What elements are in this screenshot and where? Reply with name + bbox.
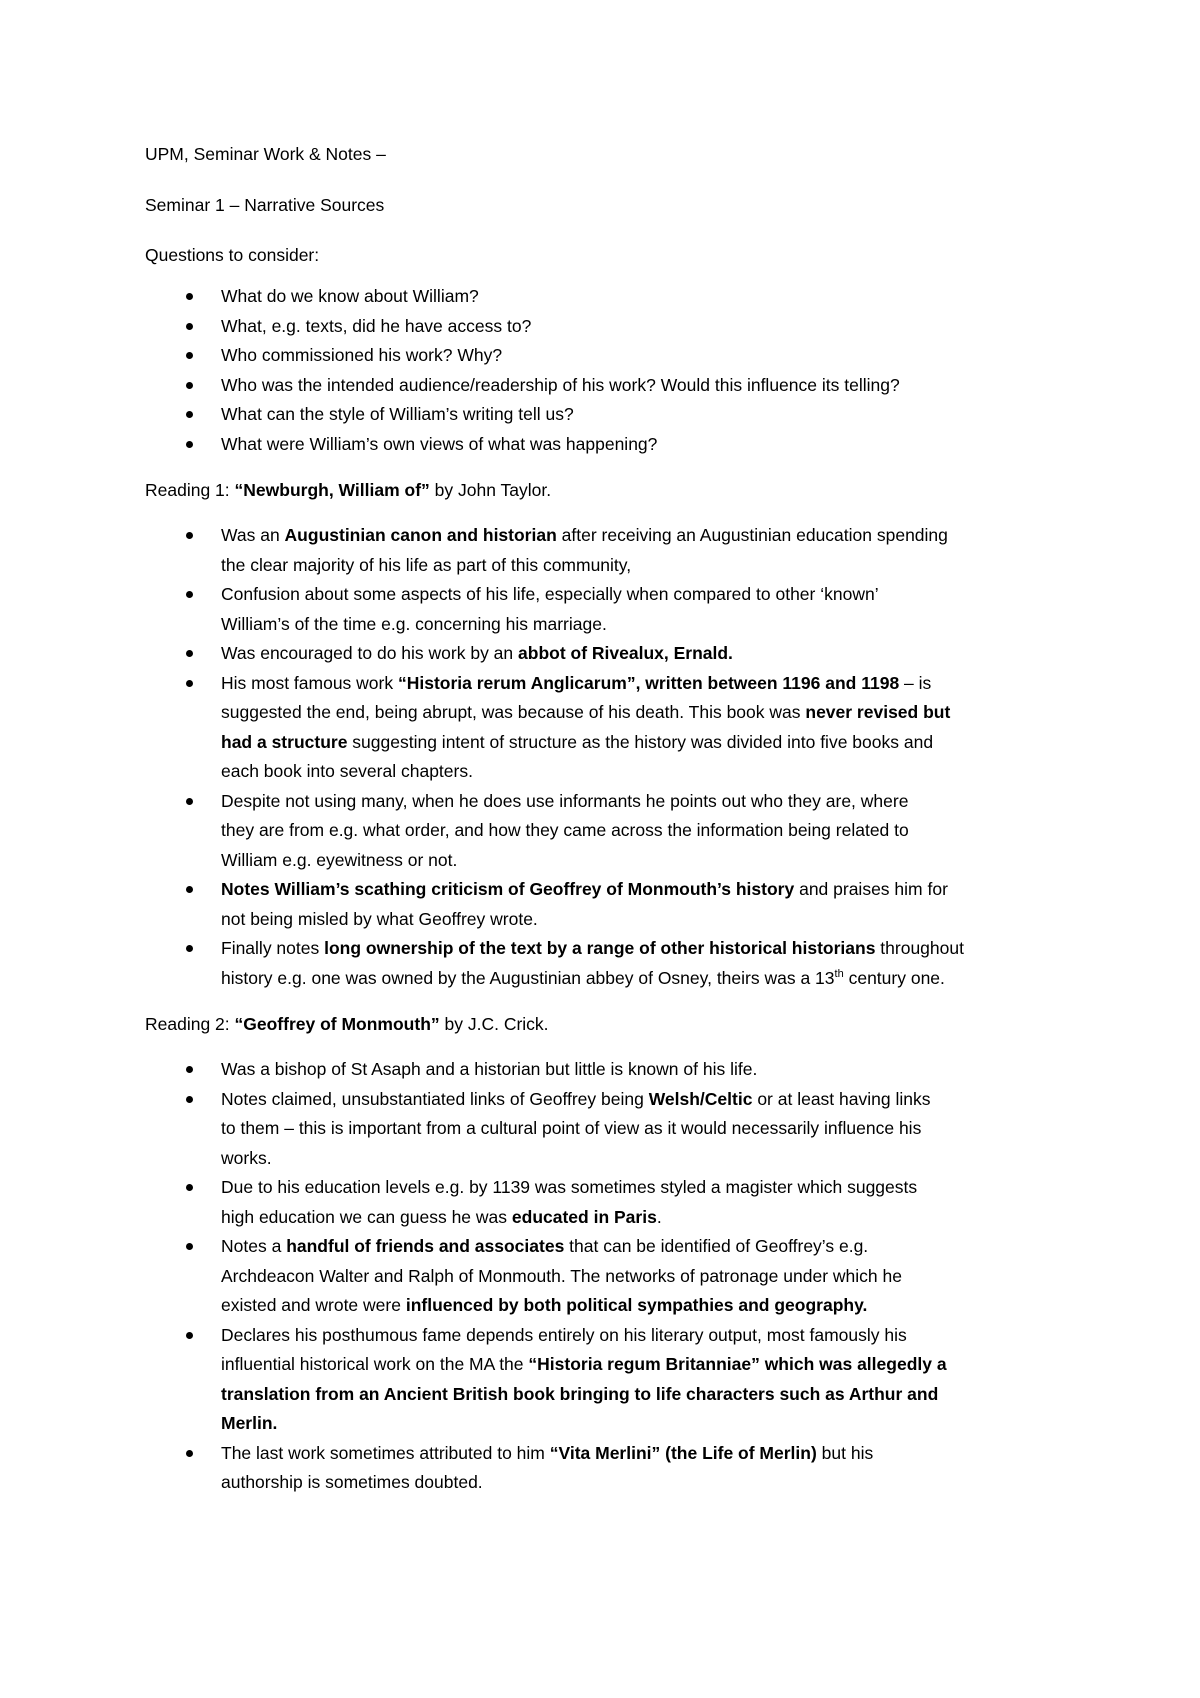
note-text-bold: handful of friends and associates bbox=[286, 1236, 565, 1256]
note-text: throughout bbox=[875, 938, 964, 958]
note-text: The last work sometimes attributed to him bbox=[221, 1442, 550, 1463]
list-item bbox=[145, 580, 1075, 639]
question-text: What were William’s own views of what was happening? bbox=[221, 433, 658, 454]
question-text: What, e.g. texts, did he have access to? bbox=[221, 315, 532, 336]
note-text: existed and wrote were bbox=[221, 1295, 406, 1315]
list-item bbox=[145, 312, 1075, 342]
note-text: Due to his education levels e.g. by 1139 was sometimes styled a magister which suggests bbox=[221, 1177, 918, 1197]
reading-1-prefix: Reading 1: bbox=[145, 480, 235, 500]
list-item bbox=[145, 934, 1075, 993]
note-text: Archdeacon Walter and Ralph of Monmouth. The networks of patronage under which he bbox=[221, 1265, 902, 1286]
note-text-bold: “Historia rerum Anglicarum”, written between 1196 and 1198 bbox=[397, 672, 900, 693]
note-text: that can be identified of Geoffrey’s e.g. bbox=[564, 1236, 869, 1256]
reading-2-title: “Geoffrey of Monmouth” bbox=[234, 1014, 440, 1034]
reading-2-heading bbox=[145, 1010, 549, 1040]
note-text: but his bbox=[816, 1442, 874, 1463]
note-text: suggesting intent of structure as the history was divided into five books and bbox=[347, 731, 934, 752]
bullet-icon bbox=[186, 1450, 193, 1457]
note-text-bold: “Vita Merlini” (the Life of Merlin) bbox=[549, 1442, 817, 1463]
note-text: century one. bbox=[843, 967, 945, 988]
question-text: What do we know about William? bbox=[221, 286, 479, 306]
note-text: each book into several chapters. bbox=[221, 761, 473, 781]
list-item bbox=[145, 1439, 1075, 1498]
list-item bbox=[145, 1232, 1075, 1321]
note-text: Despite not using many, when he does use informants he points out who they are, where bbox=[221, 790, 909, 811]
reading-1-author: by John Taylor. bbox=[429, 480, 552, 500]
note-text: Was encouraged to do his work by an bbox=[221, 643, 519, 663]
list-item bbox=[145, 521, 1075, 580]
bullet-icon bbox=[186, 1243, 193, 1250]
note-text: William e.g. eyewitness or not. bbox=[221, 849, 458, 870]
note-text: suggested the end, being abrupt, was because of his death. This book was bbox=[221, 702, 806, 722]
questions-list bbox=[145, 282, 1075, 459]
questions-heading: Questions to consider: bbox=[145, 245, 320, 265]
note-text: William’s of the time e.g. concerning his marriage. bbox=[221, 613, 607, 634]
list-item bbox=[145, 1085, 1075, 1174]
note-text-bold: Augustinian canon and historian bbox=[284, 525, 557, 545]
bullet-icon bbox=[186, 680, 193, 687]
note-text: to them – this is important from a cultural point of view as it would necessarily influence his bbox=[221, 1118, 922, 1138]
seminar-heading: Seminar 1 – Narrative Sources bbox=[145, 195, 385, 215]
bullet-icon bbox=[186, 1096, 193, 1103]
note-text-bold: Notes William’s scathing criticism of Geoffrey of Monmouth’s history bbox=[221, 879, 795, 899]
note-text: after receiving an Augustinian education spending bbox=[556, 525, 948, 545]
list-item bbox=[145, 430, 1075, 460]
note-text: the clear majority of his life as part of this community, bbox=[221, 554, 632, 575]
reading-2-notes-list bbox=[145, 1055, 1075, 1498]
question-text: Who was the intended audience/readership of his work? Would this influence its telling? bbox=[221, 374, 900, 395]
bullet-icon bbox=[186, 650, 193, 657]
note-text: and praises him for bbox=[794, 879, 948, 899]
note-text: th bbox=[834, 967, 844, 980]
note-text: . bbox=[656, 1206, 662, 1227]
note-text: authorship is sometimes doubted. bbox=[221, 1472, 483, 1492]
bullet-icon bbox=[186, 293, 193, 300]
reading-1-title: “Newburgh, William of” bbox=[234, 480, 430, 500]
reading-2-author: by J.C. Crick. bbox=[439, 1014, 549, 1034]
list-item bbox=[145, 875, 1075, 934]
question-text: What can the style of William’s writing tell us? bbox=[221, 404, 574, 424]
bullet-icon bbox=[186, 591, 193, 598]
note-text: Notes a bbox=[221, 1236, 287, 1256]
list-item bbox=[145, 787, 1075, 876]
bullet-icon bbox=[186, 382, 193, 389]
list-item bbox=[145, 282, 1075, 312]
list-item bbox=[145, 1321, 1075, 1439]
question-text: Who commissioned his work? Why? bbox=[221, 345, 503, 365]
reading-1-notes-list bbox=[145, 521, 1075, 993]
note-text: or at least having links bbox=[752, 1088, 931, 1109]
list-item bbox=[145, 1173, 1075, 1232]
reading-1-heading bbox=[145, 476, 551, 506]
list-item bbox=[145, 400, 1075, 430]
bullet-icon bbox=[186, 411, 193, 418]
note-text-bold: “Historia regum Britanniae” which was allegedly a bbox=[528, 1354, 947, 1374]
list-item bbox=[145, 669, 1075, 787]
list-item bbox=[145, 639, 1075, 669]
bullet-icon bbox=[186, 798, 193, 805]
bullet-icon bbox=[186, 1332, 193, 1339]
note-text-bold: translation from an Ancient British book bringing to life characters such as Arthur and bbox=[221, 1383, 939, 1404]
note-text-bold: Merlin. bbox=[221, 1413, 278, 1433]
note-text: His most famous work bbox=[221, 672, 398, 693]
note-text-bold: influenced by both political sympathies and geography. bbox=[405, 1295, 868, 1315]
note-text-bold: abbot of Rivealux, Ernald. bbox=[518, 643, 733, 663]
note-text-bold: had a structure bbox=[221, 731, 348, 752]
note-text: Notes claimed, unsubstantiated links of Geoffrey being bbox=[221, 1088, 649, 1109]
note-text: high education we can guess he was bbox=[221, 1206, 512, 1227]
bullet-icon bbox=[186, 945, 193, 952]
note-text: they are from e.g. what order, and how they came across the information being related to bbox=[221, 820, 909, 840]
list-item bbox=[145, 341, 1075, 371]
bullet-icon bbox=[186, 323, 193, 330]
bullet-icon bbox=[186, 352, 193, 359]
note-text: influential historical work on the MA the bbox=[221, 1354, 529, 1374]
note-text-bold: long ownership of the text by a range of other historical historians bbox=[324, 938, 876, 958]
note-text-bold: educated in Paris bbox=[511, 1206, 657, 1227]
note-text-bold: never revised but bbox=[805, 702, 951, 722]
list-item bbox=[145, 371, 1075, 401]
bullet-icon bbox=[186, 1066, 193, 1073]
note-text: history e.g. one was owned by the Augustinian abbey of Osney, theirs was a 13 bbox=[221, 967, 835, 988]
note-text: Was a bishop of St Asaph and a historian but little is known of his life. bbox=[221, 1059, 758, 1079]
bullet-icon bbox=[186, 886, 193, 893]
list-item bbox=[145, 1055, 1075, 1085]
note-text: Declares his posthumous fame depends entirely on his literary output, most famously his bbox=[221, 1324, 907, 1345]
note-text: not being misled by what Geoffrey wrote. bbox=[221, 908, 538, 929]
note-text: – is bbox=[899, 672, 932, 693]
document-title: UPM, Seminar Work & Notes – bbox=[145, 144, 386, 164]
bullet-icon bbox=[186, 1184, 193, 1191]
reading-2-prefix: Reading 2: bbox=[145, 1014, 235, 1034]
bullet-icon bbox=[186, 441, 193, 448]
note-text-bold: Welsh/Celtic bbox=[648, 1088, 753, 1109]
note-text: works. bbox=[221, 1147, 272, 1168]
bullet-icon bbox=[186, 532, 193, 539]
note-text: Finally notes bbox=[221, 938, 325, 958]
note-text: Was an bbox=[221, 525, 285, 545]
note-text: Confusion about some aspects of his life, especially when compared to other ‘known’ bbox=[221, 584, 879, 604]
